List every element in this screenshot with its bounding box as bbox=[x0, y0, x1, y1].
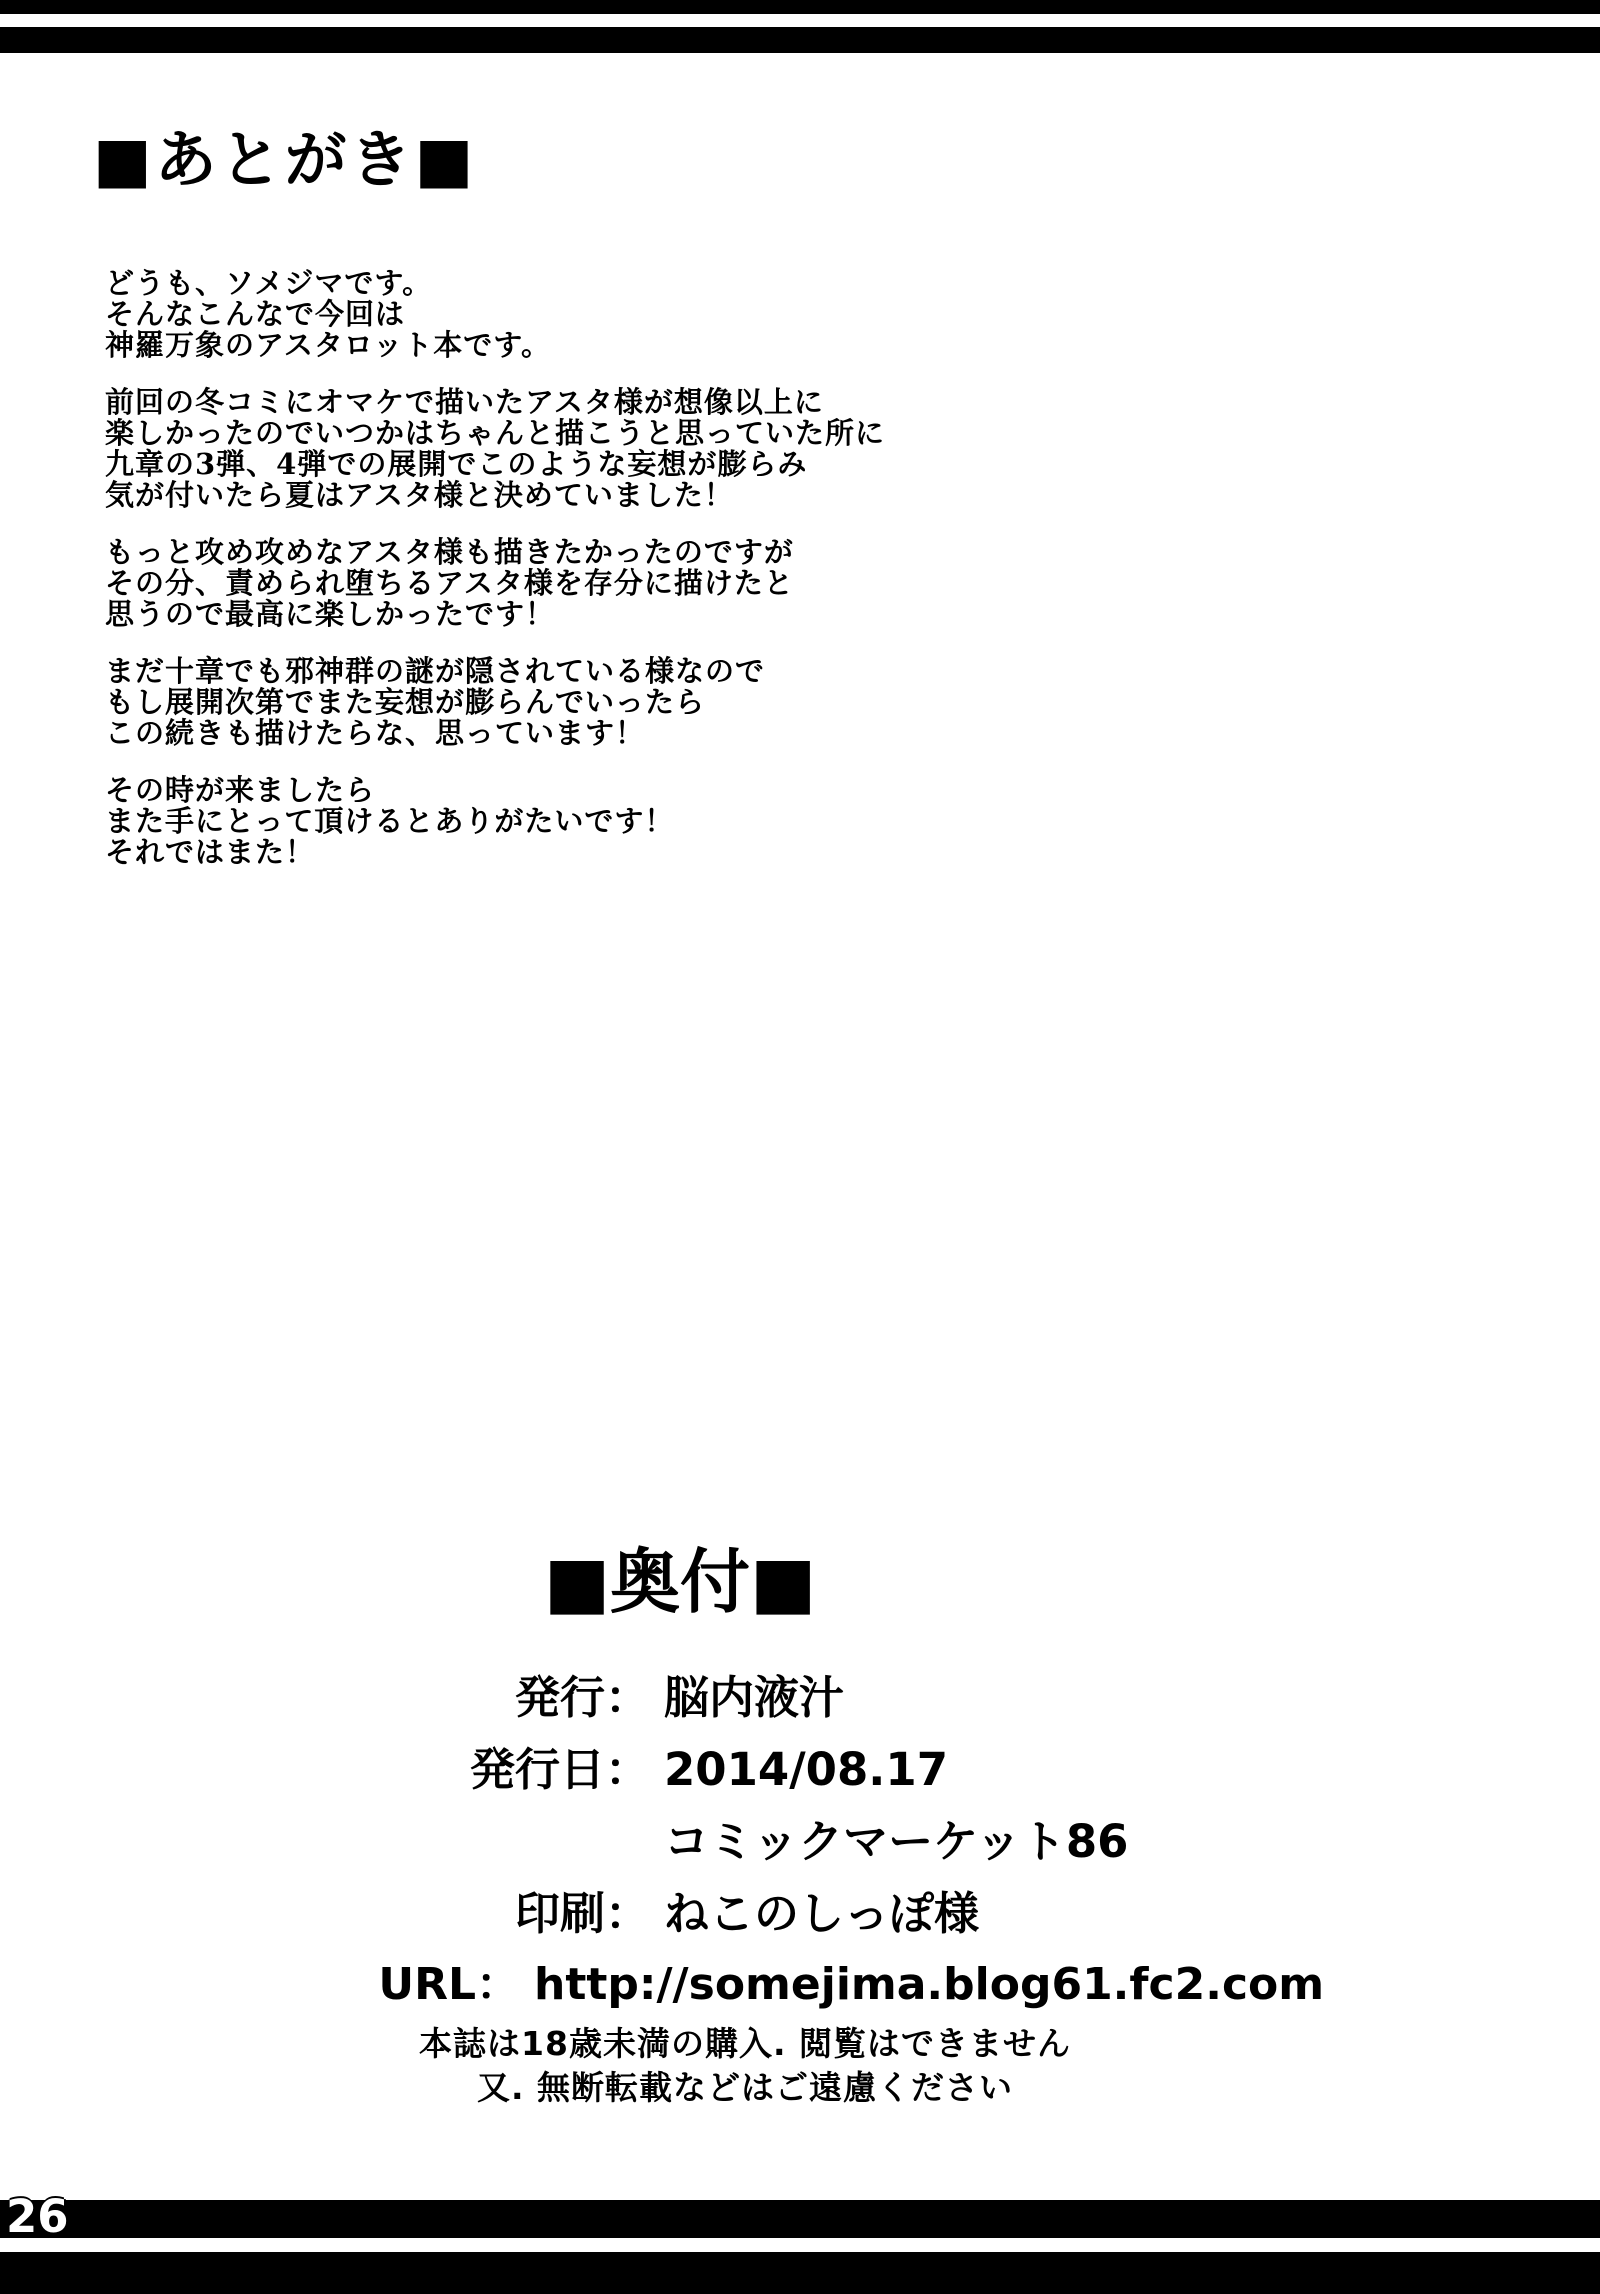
colophon-row-value: 2014/08.17 bbox=[664, 1743, 949, 1796]
afterword-line: 前回の冬コミにオマケで描いたアスタ様が想像以上に bbox=[105, 385, 824, 419]
afterword-body bbox=[105, 268, 885, 894]
colophon-row bbox=[0, 1887, 1600, 1940]
page-number: 26 bbox=[6, 2190, 69, 2243]
colophon-row-value: 脳内液汁 bbox=[664, 1671, 845, 1724]
colophon-row-value: コミックマーケット86 bbox=[664, 1815, 1129, 1868]
colophon-row bbox=[0, 1743, 1600, 1796]
colophon-row-label: 発行： bbox=[514, 1671, 650, 1724]
afterword-title: ■あとがき■ bbox=[93, 123, 477, 196]
colophon-notice-line: 本誌は18歳未満の購入. 閲覧はできません bbox=[419, 2024, 1071, 2063]
top-border-bar-inner bbox=[0, 27, 1600, 53]
afterword-line: 九章の3弾、4弾での展開でこのような妄想が膨らみ bbox=[105, 447, 808, 481]
afterword-line: また手にとって頂けるとありがたいです！ bbox=[105, 804, 675, 838]
afterword-paragraph bbox=[105, 387, 885, 511]
afterword-paragraph bbox=[105, 656, 885, 749]
afterword-line: それではまた！ bbox=[105, 835, 316, 869]
afterword-paragraph bbox=[105, 775, 885, 868]
afterword-line: もし展開次第でまた妄想が膨らんでいったら bbox=[105, 685, 706, 719]
colophon-row bbox=[0, 1671, 1600, 1724]
afterword-line: まだ十章でも邪神群の謎が隠されている様なので bbox=[105, 654, 766, 688]
afterword-line: そんなこんなで今回は bbox=[105, 297, 406, 331]
afterword-line: 神羅万象のアスタロット本です。 bbox=[105, 328, 551, 362]
colophon-notices bbox=[0, 2022, 1490, 2110]
colophon-row bbox=[0, 1815, 1600, 1868]
afterword-line: その分、責められ堕ちるアスタ様を存分に描けたと bbox=[105, 566, 794, 600]
afterword-line: その時が来ましたら bbox=[105, 773, 376, 807]
colophon-row-label: URL： bbox=[378, 1959, 520, 2010]
colophon-row-label: 発行日： bbox=[469, 1743, 650, 1796]
afterword-line: もっと攻め攻めなアスタ様も描きたかったのですが bbox=[105, 535, 794, 569]
colophon-title: ■奥付■ bbox=[543, 1541, 817, 1623]
afterword-line: 楽しかったのでいつかはちゃんと描こうと思っていた所に bbox=[105, 416, 886, 450]
colophon-row-value: http://somejima.blog61.fc2.com bbox=[534, 1959, 1325, 2010]
bottom-border-bar-outer bbox=[0, 2252, 1600, 2294]
afterword-line: 気が付いたら夏はアスタ様と決めていました！ bbox=[105, 478, 734, 512]
colophon-row-label: 印刷： bbox=[514, 1887, 650, 1940]
colophon-notice-line: 又. 無断転載などはご遠慮ください bbox=[476, 2068, 1014, 2107]
top-border-bar-outer bbox=[0, 0, 1600, 14]
afterword-paragraph bbox=[105, 268, 885, 361]
colophon-rows bbox=[0, 1671, 1600, 2034]
colophon-row-value: ねこのしっぽ様 bbox=[664, 1887, 980, 1940]
colophon-row bbox=[0, 1959, 1600, 2010]
afterword-paragraph bbox=[105, 537, 885, 630]
afterword-line: 思うので最高に楽しかったです！ bbox=[105, 597, 556, 631]
bottom-border-bar-inner bbox=[0, 2200, 1600, 2238]
afterword-line: どうも、ソメジマです。 bbox=[105, 266, 433, 300]
afterword-line: この続きも描けたらな、思っています！ bbox=[105, 716, 646, 750]
